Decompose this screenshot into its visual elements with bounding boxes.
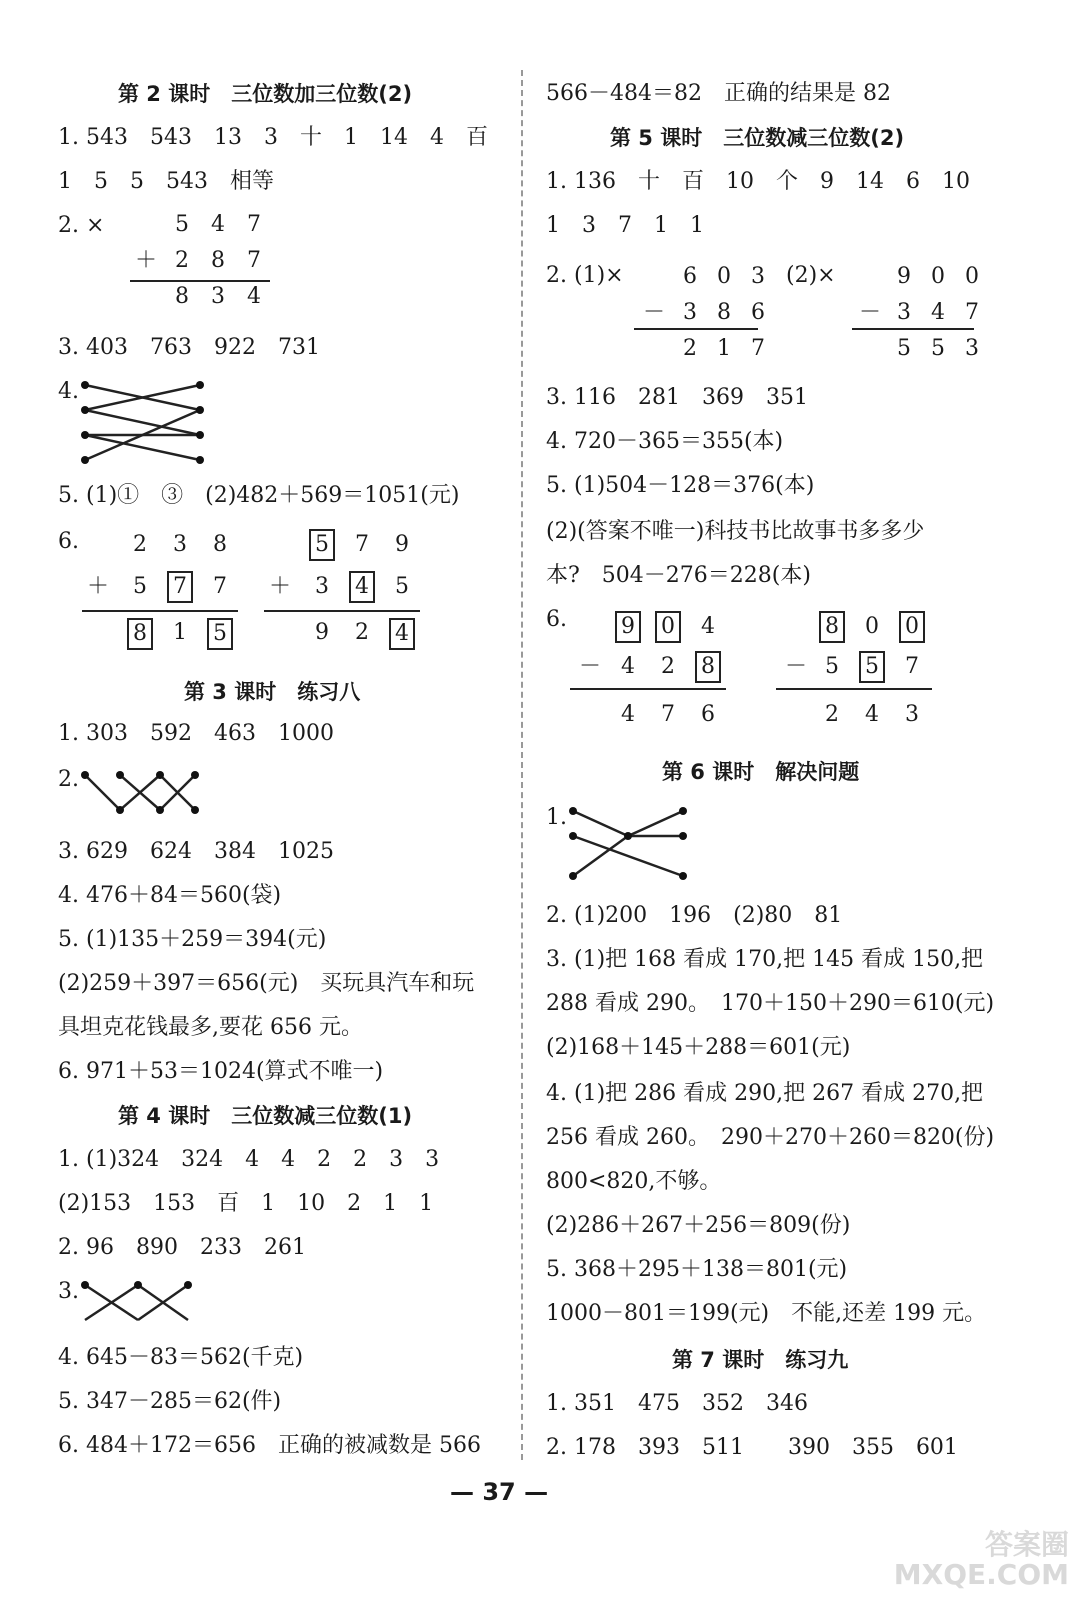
answer-line: 3. 403 763 922 731 <box>58 335 320 360</box>
answer-line: 本? 504－276＝228(本) <box>546 563 811 588</box>
answer-line: 1. 543 543 13 3 十 1 14 4 百 <box>58 125 488 150</box>
answer-line: 具坦克花钱最多,要花 656 元。 <box>58 1015 363 1040</box>
digit: 5 <box>133 574 147 599</box>
digit: 4 <box>621 702 635 727</box>
digit: 7 <box>751 336 765 361</box>
answer-line: 3. 116 281 369 351 <box>546 385 808 410</box>
digit: 3 <box>751 264 765 289</box>
answer-line: 1. (1)324 324 4 4 2 2 3 3 <box>58 1147 440 1172</box>
heading-lesson-2: 第 2 课时 三位数加三位数(2) <box>118 82 413 106</box>
digit: 0 <box>965 264 979 289</box>
page-number: — 37 — <box>450 1478 549 1506</box>
difference-line <box>852 328 974 330</box>
watermark <box>894 1530 1069 1590</box>
column-divider <box>521 70 523 1460</box>
digit: 6 <box>701 702 715 727</box>
answer-line: 1. <box>546 805 567 830</box>
matching-lines-p2 <box>80 770 210 820</box>
answer-line: 1000－801＝199(元) 不能,还差 199 元。 <box>546 1301 987 1326</box>
digit: 7 <box>965 300 979 325</box>
digit: 5 <box>175 212 189 237</box>
digit: 4 <box>621 654 635 679</box>
answer-box: 9 <box>615 611 641 643</box>
digit: 3 <box>897 300 911 325</box>
answer-box: 0 <box>899 611 925 643</box>
digit: 9 <box>395 532 409 557</box>
heading-lesson-6: 第 6 课时 解决问题 <box>662 760 860 784</box>
answer-line: 2. (1)× <box>546 263 624 288</box>
digit: 6 <box>683 264 697 289</box>
digit: 0 <box>931 264 945 289</box>
digit: 8 <box>213 532 227 557</box>
answer-box: 4 <box>349 571 375 603</box>
answer-box: 8 <box>127 618 153 650</box>
digit: 3 <box>683 300 697 325</box>
digit: 4 <box>931 300 945 325</box>
matching-lines-u1 <box>568 806 698 886</box>
answer-line: 1. 351 475 352 346 <box>546 1391 808 1416</box>
answer-line: (2)168＋145＋288＝601(元) <box>546 1035 851 1060</box>
watermark-url: MXQE.COM <box>893 1558 1069 1591</box>
answer-line: 2. 96 890 233 261 <box>58 1235 306 1260</box>
answer-line: 5. (1)① ③ (2)482＋569＝1051(元) <box>58 483 460 508</box>
digit: 2 <box>825 702 839 727</box>
digit: 3 <box>315 574 329 599</box>
difference-line <box>570 688 726 690</box>
answer-line: 6. 971＋53＝1024(算式不唯一) <box>58 1059 384 1084</box>
digit: 7 <box>661 702 675 727</box>
answer-line: (2)286＋267＋256＝809(份) <box>546 1213 851 1238</box>
operator: － <box>578 654 601 679</box>
digit: 3 <box>173 532 187 557</box>
digit: 3 <box>211 284 225 309</box>
digit: 0 <box>717 264 731 289</box>
answer-line: 6. <box>58 529 79 554</box>
answer-line: 256 看成 260。 290＋270＋260＝820(份) <box>546 1125 995 1150</box>
digit: 0 <box>865 614 879 639</box>
answer-box: 4 <box>389 618 415 650</box>
answer-line: 4. 720－365＝355(本) <box>546 429 784 454</box>
answer-box: 8 <box>819 611 845 643</box>
answer-box: 8 <box>695 651 721 683</box>
answer-line: (2)× <box>786 263 836 288</box>
digit: 2 <box>683 336 697 361</box>
answer-line: 4. (1)把 286 看成 290,把 267 看成 270,把 <box>546 1081 984 1106</box>
heading-lesson-7: 第 7 课时 练习九 <box>672 1348 849 1372</box>
digit: 4 <box>247 284 261 309</box>
digit: 9 <box>897 264 911 289</box>
operator: ＋ <box>268 574 291 599</box>
matching-lines-q4 <box>80 380 210 470</box>
answer-line: 2. × <box>58 213 105 238</box>
operator: － <box>642 300 665 325</box>
digit: 4 <box>701 614 715 639</box>
answer-line: 5. 368＋295＋138＝801(元) <box>546 1257 848 1282</box>
answer-line: 3. (1)把 168 看成 170,把 145 看成 150,把 <box>546 947 984 972</box>
digit: 4 <box>865 702 879 727</box>
answer-line: 6. <box>546 607 567 632</box>
digit: 8 <box>211 248 225 273</box>
difference-line <box>776 688 932 690</box>
answer-line: 6. 484＋172＝656 正确的被减数是 566 <box>58 1433 481 1458</box>
answer-line: 4. 645－83＝562(千克) <box>58 1345 304 1370</box>
answer-line: (2)153 153 百 1 10 2 1 1 <box>58 1191 434 1216</box>
digit: 7 <box>247 248 261 273</box>
difference-line <box>634 328 758 330</box>
digit: 7 <box>247 212 261 237</box>
digit: 1 <box>173 620 187 645</box>
answer-line: 3. 629 624 384 1025 <box>58 839 334 864</box>
answer-box: 7 <box>167 571 193 603</box>
digit: 5 <box>395 574 409 599</box>
operator: － <box>784 654 807 679</box>
heading-lesson-3: 第 3 课时 练习八 <box>184 680 361 704</box>
operator: ＋ <box>86 574 109 599</box>
answer-box: 0 <box>655 611 681 643</box>
digit: 2 <box>661 654 675 679</box>
answer-line: 4. 476＋84＝560(袋) <box>58 883 282 908</box>
answer-line: 1 3 7 1 1 <box>546 213 704 238</box>
heading-lesson-4: 第 4 课时 三位数减三位数(1) <box>118 1104 413 1128</box>
digit: 5 <box>897 336 911 361</box>
answer-line: 2. 178 393 511 390 355 601 <box>546 1435 958 1460</box>
answer-line: 5. (1)135＋259＝394(元) <box>58 927 327 952</box>
digit: 8 <box>717 300 731 325</box>
sum-line <box>82 610 238 612</box>
matching-lines-r3 <box>80 1280 200 1330</box>
digit: 2 <box>355 620 369 645</box>
answer-box: 5 <box>207 618 233 650</box>
digit: 3 <box>905 702 919 727</box>
digit: 4 <box>211 212 225 237</box>
sum-line <box>264 610 420 612</box>
answer-line: 3. <box>58 1279 79 1304</box>
digit: 7 <box>355 532 369 557</box>
digit: 9 <box>315 620 329 645</box>
answer-line: 800<820,不够。 <box>546 1169 722 1194</box>
digit: 5 <box>931 336 945 361</box>
watermark-logo-text: 答案圈 <box>984 1528 1069 1561</box>
answer-line: 1. 303 592 463 1000 <box>58 721 334 746</box>
answer-line: 566－484＝82 正确的结果是 82 <box>546 81 891 106</box>
digit: 2 <box>175 248 189 273</box>
digit: 8 <box>175 284 189 309</box>
digit: 7 <box>905 654 919 679</box>
digit: 6 <box>751 300 765 325</box>
operator: ＋ <box>134 248 157 273</box>
answer-line: 1 5 5 543 相等 <box>58 169 274 194</box>
answer-line: 288 看成 290。 170＋150＋290＝610(元) <box>546 991 995 1016</box>
answer-line: 2. (1)200 196 (2)80 81 <box>546 903 843 928</box>
answer-line: 5. 347－285＝62(件) <box>58 1389 282 1414</box>
answer-line: 4. <box>58 379 79 404</box>
answer-box: 5 <box>309 529 335 561</box>
answer-line: 2. <box>58 767 79 792</box>
digit: 7 <box>213 574 227 599</box>
digit: 2 <box>133 532 147 557</box>
operator: － <box>858 300 881 325</box>
answer-line: (2)259＋397＝656(元) 买玩具汽车和玩 <box>58 971 475 996</box>
answer-line: 1. 136 十 百 10 个 9 14 6 10 <box>546 169 970 194</box>
digit: 5 <box>825 654 839 679</box>
answer-box: 5 <box>859 651 885 683</box>
answer-line: 5. (1)504－128＝376(本) <box>546 473 815 498</box>
answer-line: (2)(答案不唯一)科技书比故事书多多少 <box>546 519 925 544</box>
heading-lesson-5: 第 5 课时 三位数减三位数(2) <box>610 126 905 150</box>
digit: 1 <box>717 336 731 361</box>
digit: 3 <box>965 336 979 361</box>
